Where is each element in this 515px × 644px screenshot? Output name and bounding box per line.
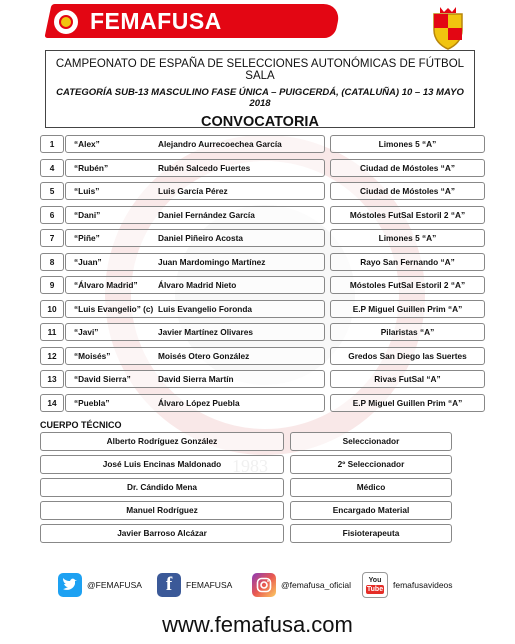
social-facebook[interactable] bbox=[157, 572, 232, 598]
player-row bbox=[40, 204, 490, 228]
player-nickname: “Luis” bbox=[74, 186, 100, 196]
player-club: Gredos San Diego las Suertes bbox=[330, 347, 485, 365]
player-name-cell bbox=[65, 229, 325, 247]
player-number: 13 bbox=[40, 370, 64, 388]
staff-row bbox=[40, 500, 490, 523]
youtube-handle: femafusavideos bbox=[393, 580, 453, 590]
player-nickname: “Dani” bbox=[74, 209, 101, 220]
player-row bbox=[40, 274, 490, 298]
player-name-cell bbox=[65, 159, 325, 177]
social-twitter[interactable] bbox=[58, 572, 142, 598]
facebook-handle: FEMAFUSA bbox=[186, 580, 233, 590]
player-number: 7 bbox=[40, 229, 64, 247]
player-club: Pilaristas “A” bbox=[330, 323, 485, 341]
player-full-name: Daniel Piñeiro Acosta bbox=[158, 233, 243, 243]
staff-row bbox=[40, 523, 490, 546]
staff-role: Seleccionador bbox=[290, 432, 452, 451]
player-club: E.P Miguel Guillen Prim “A” bbox=[330, 300, 485, 318]
staff-row bbox=[40, 431, 490, 454]
website-link[interactable]: www.femafusa.com bbox=[162, 612, 353, 637]
staff-role: Fisioterapeuta bbox=[290, 524, 452, 543]
staff-name: Alberto Rodríguez González bbox=[40, 432, 284, 451]
player-club: Ciudad de Móstoles “A” bbox=[330, 182, 485, 200]
player-club: Limones 5 “A” bbox=[330, 229, 485, 247]
player-full-name: Álvaro Madrid Nieto bbox=[158, 280, 237, 290]
player-row bbox=[40, 321, 490, 345]
player-nickname: “Alex” bbox=[74, 139, 100, 149]
player-nickname: “Álvaro Madrid” bbox=[74, 280, 138, 290]
player-full-name: Luis Evangelio Foronda bbox=[158, 303, 253, 314]
brand-name: FEMAFUSA bbox=[90, 8, 222, 34]
facebook-icon: f bbox=[157, 573, 181, 597]
player-nickname: “Luis Evangelio” (c) bbox=[74, 303, 154, 314]
player-name-cell bbox=[65, 394, 325, 412]
player-club: Móstoles FutSal Estoril 2 “A” bbox=[330, 276, 485, 294]
player-number: 11 bbox=[40, 323, 64, 341]
player-number: 5 bbox=[40, 182, 64, 200]
player-nickname: “Javi” bbox=[74, 327, 99, 337]
player-name-cell bbox=[65, 206, 325, 224]
player-name-cell bbox=[65, 253, 325, 271]
player-nickname: “Moisés” bbox=[74, 350, 111, 361]
instagram-icon bbox=[252, 573, 276, 597]
player-row bbox=[40, 392, 490, 416]
staff-heading: CUERPO TÉCNICO bbox=[40, 420, 122, 430]
player-full-name: Daniel Fernández García bbox=[158, 209, 255, 220]
player-club: Ciudad de Móstoles “A” bbox=[330, 159, 485, 177]
category-subtitle: CATEGORÍA SUB-13 MASCULINO FASE ÚNICA – PUIGCERDÁ, (CATALUÑA) 10 – 13 MAYO 2018 bbox=[56, 87, 464, 109]
social-youtube[interactable] bbox=[362, 572, 453, 598]
player-name-cell bbox=[65, 300, 325, 318]
player-row bbox=[40, 133, 490, 157]
staff-role: Médico bbox=[290, 478, 452, 497]
player-full-name: Rubén Salcedo Fuertes bbox=[158, 162, 251, 173]
title-box bbox=[45, 50, 475, 128]
player-name-cell bbox=[65, 347, 325, 365]
player-row bbox=[40, 345, 490, 369]
player-number: 1 bbox=[40, 135, 64, 153]
player-number: 8 bbox=[40, 253, 64, 271]
player-name-cell bbox=[65, 182, 325, 200]
player-club: Rayo San Fernando “A” bbox=[330, 253, 485, 271]
player-list bbox=[40, 133, 490, 415]
player-number: 4 bbox=[40, 159, 64, 177]
staff-role: Encargado Material bbox=[290, 501, 452, 520]
player-number: 10 bbox=[40, 300, 64, 318]
player-club: Limones 5 “A” bbox=[330, 135, 485, 153]
player-club: E.P Miguel Guillen Prim “A” bbox=[330, 394, 485, 412]
player-club: Rivas FutSal “A” bbox=[330, 370, 485, 388]
player-nickname: “Puebla” bbox=[74, 397, 110, 408]
twitter-handle: @FEMAFUSA bbox=[87, 580, 142, 590]
player-nickname: “Rubén” bbox=[74, 162, 109, 173]
rfef-crest-icon bbox=[428, 6, 468, 50]
player-nickname: “David Sierra” bbox=[74, 374, 131, 384]
social-instagram[interactable] bbox=[252, 572, 351, 598]
femafusa-crest-icon bbox=[52, 8, 80, 36]
staff-list bbox=[40, 431, 490, 546]
player-full-name: Alejandro Aurrecoechea García bbox=[158, 139, 282, 149]
player-number: 6 bbox=[40, 206, 64, 224]
player-nickname: “Juan” bbox=[74, 256, 102, 267]
player-full-name: Álvaro López Puebla bbox=[158, 397, 240, 408]
twitter-icon bbox=[58, 573, 82, 597]
player-row bbox=[40, 180, 490, 204]
player-full-name: Luis García Pérez bbox=[158, 186, 228, 196]
staff-row bbox=[40, 454, 490, 477]
staff-name: Dr. Cándido Mena bbox=[40, 478, 284, 497]
player-row bbox=[40, 157, 490, 181]
player-nickname: “Piñe” bbox=[74, 233, 100, 243]
player-number: 14 bbox=[40, 394, 64, 412]
player-full-name: Juan Mardomingo Martínez bbox=[158, 256, 266, 267]
player-name-cell bbox=[65, 276, 325, 294]
player-number: 12 bbox=[40, 347, 64, 365]
instagram-handle: @femafusa_oficial bbox=[281, 580, 352, 590]
player-number: 9 bbox=[40, 276, 64, 294]
staff-name: Javier Barroso Alcázar bbox=[40, 524, 284, 543]
staff-row bbox=[40, 477, 490, 500]
player-row bbox=[40, 368, 490, 392]
player-row bbox=[40, 251, 490, 275]
youtube-icon: You Tube bbox=[362, 572, 388, 598]
player-full-name: Javier Martínez Olivares bbox=[158, 327, 254, 337]
player-name-cell bbox=[65, 370, 325, 388]
staff-name: José Luis Encinas Maldonado bbox=[40, 455, 284, 474]
staff-name: Manuel Rodríguez bbox=[40, 501, 284, 520]
player-row bbox=[40, 298, 490, 322]
player-row bbox=[40, 227, 490, 251]
player-name-cell bbox=[65, 323, 325, 341]
player-club: Móstoles FutSal Estoril 2 “A” bbox=[330, 206, 485, 224]
player-name-cell bbox=[65, 135, 325, 153]
staff-role: 2º Seleccionador bbox=[290, 455, 452, 474]
championship-title: CAMPEONATO DE ESPAÑA DE SELECCIONES AUTONÓMICAS DE FÚTBOL SALA bbox=[55, 58, 465, 82]
page-title: CONVOCATORIA bbox=[201, 114, 319, 130]
player-full-name: David Sierra Martín bbox=[158, 374, 234, 384]
player-full-name: Moisés Otero González bbox=[158, 350, 250, 361]
